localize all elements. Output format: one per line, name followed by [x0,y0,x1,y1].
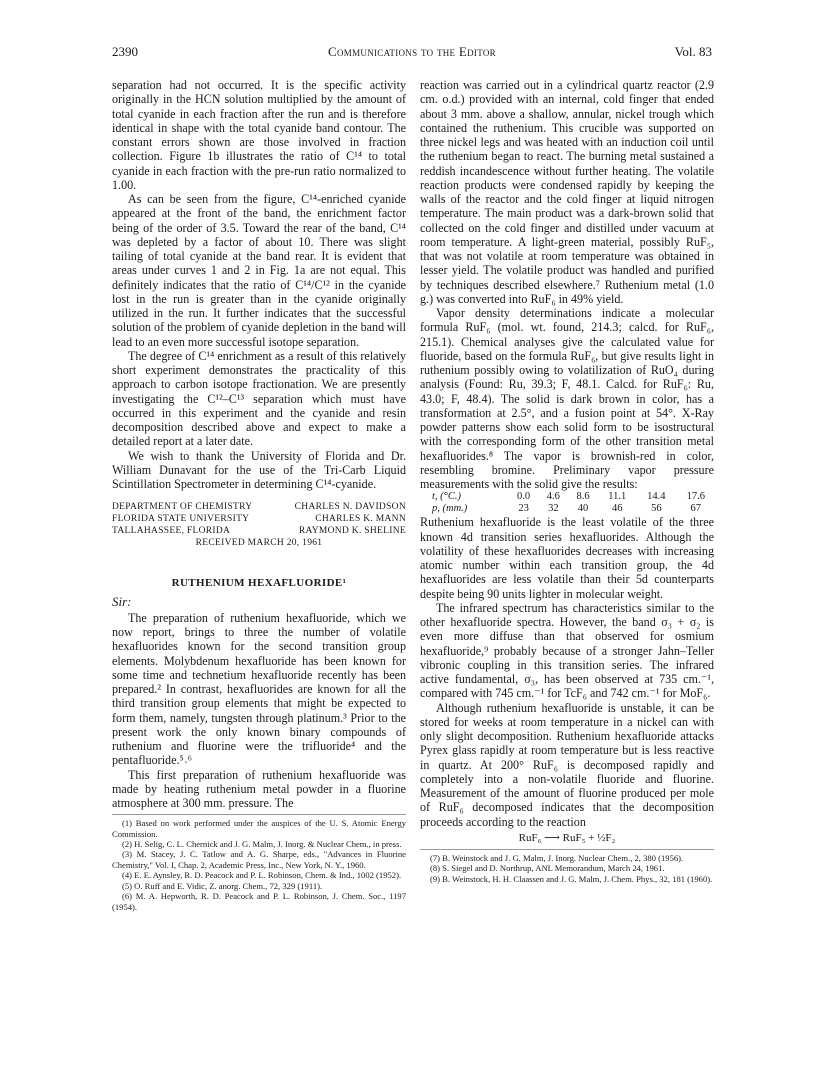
footnote: (5) O. Ruff and E. Vidic, Z. anorg. Chem., 72, 329 (1911). [122,880,323,891]
paragraph: The infrared spectrum has characteristics similar to the other hexafluoride spectra. However, the band σ₃ + σ₂ is even more diffuse than that observed for osmium hexafluoride,⁹ probably because of a stronger Jahn–Teller vibronic coupling in this transition series. The infrared active fundamental, σ₃, has been observed at 735 cm.⁻¹, compared with 745 cm.⁻¹ for TcF₆ and 742 cm.⁻¹ for MoF₆. [420,600,714,701]
footnotes [420,849,714,884]
paragraph: separation had not occurred. It is the specific activity originally in the HCN solution multiplied by the amount of total cyanide in each fraction after the run and is therefore identical in shape with the total cyanide band contour. The constant errors shown are those involved in fraction collection. Figure 1b illustrates the ratio of C¹⁴ to total cyanide in each fraction with the pre-run ratio normalized to 1.00. [112,78,406,192]
table-cell: 14.4 [647,491,666,503]
paragraph: This first preparation of ruthenium hexafluoride was made by heating ruthenium metal powder in a fluorine atmosphere at 300 mm. pressure. The [112,767,406,810]
right-column [420,78,714,884]
paragraph: Ruthenium hexafluoride is the least volatile of the three known 4d transition series hexafluorides. Although the volatility of these hexafluorides decreases with increasing atomic number within each transition group, the 4d hexafluorides are less volatile than their 5d counterparts despite being 90 units lighter in molecular weight. [420,515,714,601]
author-name: CHARLES K. MANN [315,514,406,525]
paragraph: Vapor density determinations indicate a molecular formula RuF₆ (mol. wt. found, 214.3; calcd. for RuF₆, 215.1). Chemical analyses give the calculated value for fluoride, based on the formula RuF₆, but give results light in ruthenium possibly owing to volatilization of RuO₄ during analysis (Found: Ru, 39.3; F, 48.1. Calcd. for RuF₆: Ru, 43.0; F, 48.4). The solid is dark brown in color, has a transformation at 2.5°, and a fusion point at 54°. X-Ray powder patterns show each solid form to be isostructural with the corresponding form of the other transition metal hexafluorides.⁸ The vapor is brownish-red in color, resembling bromine. Preliminary vapor pressure measurements with the solid give the results: [420,306,714,491]
footnote: (7) B. Weinstock and J. G. Malm, J. Inorg. Nuclear Chem., 2, 380 (1956). [430,853,684,863]
footnote: (6) M. A. Hepworth, R. D. Peacock and P. L. Robinson, J. Chem. Soc., 1197 (1954). [112,891,406,912]
volume-label: Vol. 83 [674,44,712,59]
page-number: 2390 [112,44,138,59]
table-cell: 4.6 [546,491,560,503]
affiliation-line: DEPARTMENT OF CHEMISTRY [112,502,253,513]
table-cell: 67 [690,503,702,515]
reaction-equation: RuF₆ ⟶ RuF₅ + ½F₂ [518,831,616,844]
footnote: (2) H. Selig, C. L. Chernick and J. G. Malm, J. Inorg. & Nuclear Chem., in press. [122,839,402,850]
table-cell: 46 [612,503,623,515]
author-block [112,501,406,537]
table-cell: 40 [577,503,589,515]
footnote: (1) Based on work performed under the auspices of the U. S. Atomic Energy Commission. [112,818,406,839]
footnotes [112,814,406,912]
affiliation-line: TALLAHASSEE, FLORIDA [112,526,231,537]
paragraph: We wish to thank the University of Florida and Dr. William Dunavant for the use of the Tri-Carb Liquid Scintillation Spectrometer in determining C¹⁴-cyanide. [112,448,406,491]
paragraph: As can be seen from the figure, C¹⁴-enriched cyanide appeared at the front of the band, the enrichment factor being of the order of 3.5. Toward the rear of the band, C¹⁴ was depleted by a factor of about 10. There was slight tailing of total cyanide at the band rear. It is evident that areas under curves 1 and 2 in Fig. 1a are not equal. This definitely indicates that the ratio of C¹⁴/C¹² in the cyanide lost in the run is greater than in the cyanide originally utilized in the run. It further indicates that the successful solution of the problem of cyanide depletion in the band will lead to an even more successful isotope separation. [112,192,406,349]
paragraph: reaction was carried out in a cylindrical quartz reactor (2.9 cm. o.d.) provided with an internal, cold finger that ended about 3 mm. above a shallow, annular, nickel trough which contained the ruthenium. This crucible was supported on three nickel legs and was heated with an induction coil until the ruthenium began to react. The burning metal sustained a reddish incandescence without further heating. The volatile reaction products were condensed rapidly by keeping the walls of the reactor and the cold finger at liquid nitrogen temperature. The main product was a dark-brown solid that collected on the cold finger and distilled under vacuum at room temperature. A light-green material, possibly RuF₅, that was not volatile at room temperature was obtained in lesser yield. The volatile product was handled and purified by techniques described elsewhere.⁷ Ruthenium metal (1.0 g.) was converted into RuF₆ in 49% yield. [420,78,714,306]
article-title: RUTHENIUM HEXAFLUORIDE¹ [171,577,347,590]
table-row-label: t, (°C.) [432,491,461,503]
table-cell: 11.1 [608,491,627,503]
table-row-label: p, (mm.) [432,503,468,515]
vapor-pressure-table [420,491,714,515]
table-row [420,491,714,503]
affiliation-line: FLORIDA STATE UNIVERSITY [112,514,250,525]
author-name: CHARLES N. DAVIDSON [294,502,406,513]
table-cell: 17.6 [686,491,705,503]
table-cell: 0.0 [517,491,531,503]
salutation: Sir: [112,593,132,609]
table-cell: 56 [651,503,662,515]
author-name: RAYMOND K. SHELINE [298,526,406,537]
footnote: (8) S. Siegel and D. Northrup, ANL Memorandum, March 24, 1961. [430,863,665,874]
page-header [112,44,712,62]
running-title: Communications to the Editor [328,44,496,59]
table-cell: 23 [518,503,529,515]
table-cell: 8.6 [576,491,590,503]
footnote: (4) E. E. Aynsley, R. D. Peacock and P. L. Robinson, Chem. & Ind., 1002 (1952). [122,870,402,881]
paragraph: The degree of C¹⁴ enrichment as a result of this relatively short experiment demonstrates the practicality of this approach to carbon isotope fractionation. We are presently investigating the C¹²–C¹³ separation which must have occurred in this experiment and the cyanide and resin decomposition described above and expect to make a detailed report at a later date. [112,348,406,449]
table-row [420,503,714,515]
footnote: (3) M. Stacey, J. C. Tatlow and A. G. Sharpe, eds., "Advances in Fluorine Chemistry," Vol. I, Chap. 2, Academic Press, Inc., New York, N. Y., 1960. [112,849,406,870]
table-cell: 32 [548,503,559,515]
paragraph: The preparation of ruthenium hexafluoride, which we now report, brings to three the number of volatile hexafluorides known for the second transition group elements. Molybdenum hexafluoride has been known for some time and technetium hexafluoride recently has been prepared.² In contrast, hexafluorides are known for all the third transition group elements that might be expected to form them, namely, tungsten through platinum.³ Prior to the present work the only known binary compounds of ruthenium and fluorine were the trifluoride⁴ and the pentafluoride.⁵˒⁶ [112,610,406,768]
paragraph: Although ruthenium hexafluoride is unstable, it can be stored for weeks at room temperature in a nickel can with only slight decomposition. Ruthenium hexafluoride attacks Pyrex glass rapidly at room temperature but is less reactive in quartz. At 200° RuF₆ is decomposed rapidly and completely into a non-volatile fluoride and fluorine. Measurement of the amount of fluorine produced per mole of RuF₆ decomposed indicates that the decomposition proceeds according to the reaction [420,700,714,829]
footnote: (9) B. Weinstock, H. H. Claassen and J. G. Malm, J. Chem. Phys., 32, 181 (1960). [430,873,713,884]
received-date: RECEIVED MARCH 20, 1961 [195,538,323,549]
left-column [112,78,406,912]
